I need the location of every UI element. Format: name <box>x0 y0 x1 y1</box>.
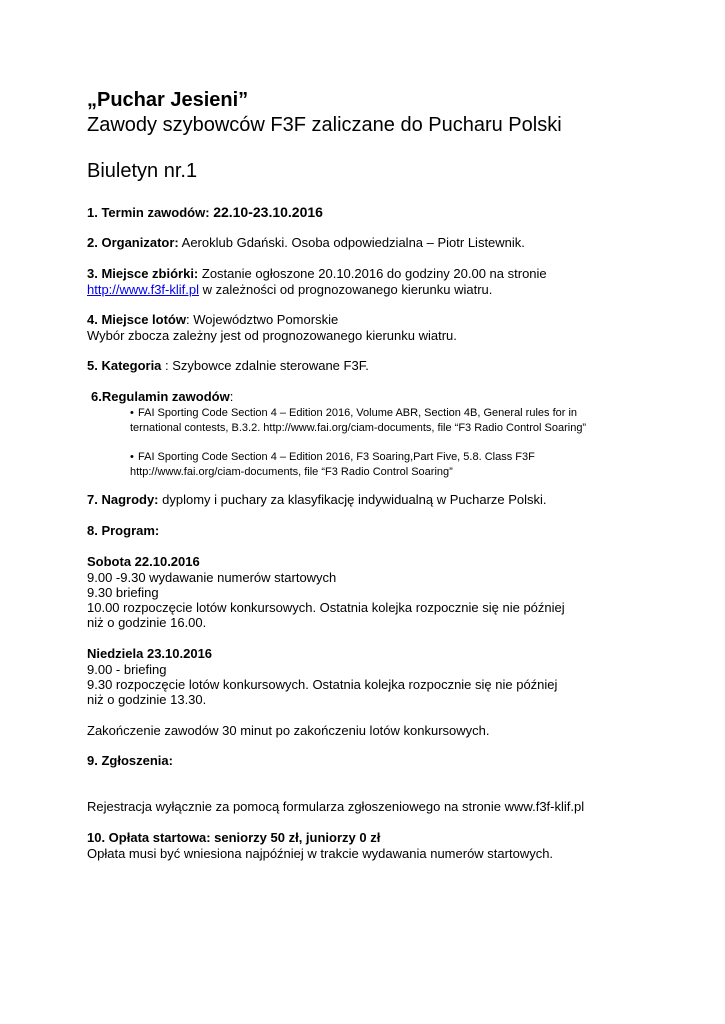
section-6-label: 6.Regulamin zawodów <box>91 389 230 404</box>
bullet-2-line1: FAI Sporting Code Section 4 – Edition 2016, F3 Soaring,Part Five, 5.8. Class F3F <box>138 451 535 463</box>
section-2-value: Aeroklub Gdański. Osoba odpowiedzialna – Piotr Listewnik. <box>181 235 525 250</box>
list-item <box>130 406 586 436</box>
bullet-icon: • <box>130 407 134 419</box>
section-3-label: 3. Miejsce zbiórki: <box>87 266 199 281</box>
list-item <box>130 450 535 480</box>
section-3-miejsce-zbiorki <box>87 266 547 282</box>
document-title: „Puchar Jesieni” <box>87 89 249 111</box>
section-4-value: : Województwo Pomorskie <box>185 312 339 327</box>
section-7-nagrody <box>87 492 547 508</box>
day2-heading: Niedziela 23.10.2016 <box>87 646 213 661</box>
section-1-value: 22.10-23.10.2016 <box>213 204 323 220</box>
bullet-1-line1: FAI Sporting Code Section 4 – Edition 2016, Volume ABR, Section 4B, General rules for in <box>138 407 578 419</box>
section-7-value: dyplomy i puchary za klasyfikację indywidualną w Pucharze Polski. <box>162 492 547 507</box>
section-10-label: 10. Opłata startowa: seniorzy 50 zł, juniorzy 0 zł <box>87 830 381 845</box>
section-6-regulamin <box>91 389 233 405</box>
section-9-label: 9. Zgłoszenia: <box>87 753 173 768</box>
program-closing: Zakończenie zawodów 30 minut po zakończeniu lotów konkursowych. <box>87 723 490 738</box>
day2-line-2: 9.30 rozpoczęcie lotów konkursowych. Ostatnia kolejka rozpocznie się nie później <box>87 677 558 692</box>
section-6-colon: : <box>229 389 234 404</box>
section-4-label: 4. Miejsce lotów <box>87 312 186 327</box>
bullet-2-line2: http://www.fai.org/ciam-documents, file “F3 Radio Control Soaring” <box>130 466 453 478</box>
section-5-value: : Szybowce zdalnie sterowane F3F. <box>161 358 369 373</box>
section-7-label: 7. Nagrody: <box>87 492 159 507</box>
day1-line-2: 9.30 briefing <box>87 585 159 600</box>
section-8-label: 8. Program: <box>87 523 160 538</box>
day1-heading: Sobota 22.10.2016 <box>87 554 200 569</box>
section-1-label: 1. Termin zawodów: <box>87 205 210 220</box>
day1-line-4: niż o godzinie 16.00. <box>87 615 207 630</box>
section-4-miejsce-lotow <box>87 312 338 328</box>
day1-line-3: 10.00 rozpoczęcie lotów konkursowych. Ostatnia kolejka rozpocznie się nie później <box>87 600 565 615</box>
section-3-after-link: w zależności od prognozowanego kierunku wiatru. <box>202 282 493 297</box>
bullet-icon: • <box>130 451 134 463</box>
day2-line-1: 9.00 - briefing <box>87 662 167 677</box>
section-3-line2 <box>87 282 492 298</box>
day1-line-1: 9.00 -9.30 wydawanie numerów startowych <box>87 570 337 585</box>
section-5-kategoria <box>87 358 369 374</box>
section-2-organizator <box>87 235 525 251</box>
section-10-text: Opłata musi być wniesiona najpóźniej w trakcie wydawania numerów startowych. <box>87 846 554 861</box>
f3f-klif-link[interactable]: http://www.f3f-klif.pl <box>87 282 199 297</box>
bullet-1-line2: ternational contests, B.3.2. http://www.fai.org/ciam-documents, file “F3 Radio Control Soaring” <box>130 422 587 434</box>
day2-line-3: niż o godzinie 13.30. <box>87 692 207 707</box>
section-1-termin <box>87 204 323 221</box>
section-5-label: 5. Kategoria <box>87 358 162 373</box>
bulletin-number: Biuletyn nr.1 <box>87 160 198 182</box>
section-2-label: 2. Organizator: <box>87 235 179 250</box>
section-4-line2: Wybór zbocza zależny jest od prognozowanego kierunku wiatru. <box>87 328 457 343</box>
section-9-text: Rejestracja wyłącznie za pomocą formularza zgłoszeniowego na stronie www.f3f-klif.pl <box>87 799 585 814</box>
section-3-value: Zostanie ogłoszone 20.10.2016 do godziny 20.00 na stronie <box>201 266 547 281</box>
document-subtitle: Zawody szybowców F3F zaliczane do Pucharu Polski <box>87 114 562 136</box>
